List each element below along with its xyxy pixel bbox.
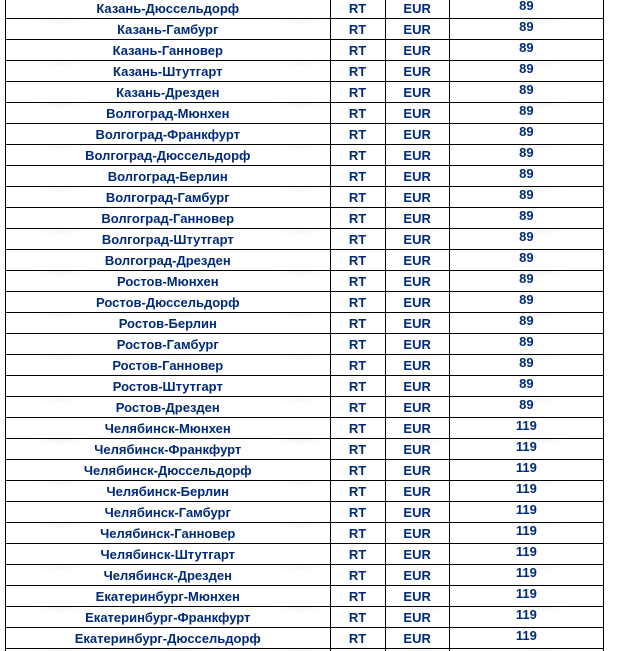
currency-text: EUR bbox=[403, 630, 431, 646]
price-text: 89 bbox=[519, 271, 534, 286]
fare-type-text: RT bbox=[348, 210, 367, 226]
price-cell bbox=[449, 460, 603, 481]
table-row bbox=[6, 229, 604, 250]
price-text: 89 bbox=[519, 103, 534, 118]
route-text: Казань-Гамбург bbox=[117, 21, 219, 37]
fare-type-text: RT bbox=[348, 189, 367, 205]
currency-text: EUR bbox=[403, 399, 431, 415]
table-row bbox=[6, 250, 604, 271]
route-text: Челябинск-Мюнхен bbox=[104, 420, 231, 436]
fare-type-cell bbox=[330, 502, 385, 523]
table-row bbox=[6, 208, 604, 229]
price-cell bbox=[449, 565, 603, 586]
fare-type-text: RT bbox=[348, 546, 367, 562]
price-text: 89 bbox=[519, 124, 534, 139]
route-cell bbox=[6, 313, 331, 334]
route-text: Екатеринбург-Мюнхен bbox=[95, 588, 240, 604]
route-text: Ростов-Дюссельдорф bbox=[96, 294, 240, 310]
price-cell bbox=[449, 187, 603, 208]
table-row bbox=[6, 145, 604, 166]
fare-type-cell bbox=[330, 103, 385, 124]
route-text: Челябинск-Штутгарт bbox=[100, 546, 235, 562]
route-cell bbox=[6, 565, 331, 586]
table-row bbox=[6, 334, 604, 355]
table-row bbox=[6, 481, 604, 502]
currency-cell bbox=[385, 586, 449, 607]
price-cell bbox=[449, 166, 603, 187]
fare-type-text: RT bbox=[348, 399, 367, 415]
currency-text: EUR bbox=[403, 567, 431, 583]
currency-cell bbox=[385, 166, 449, 187]
currency-text: EUR bbox=[403, 588, 431, 604]
currency-cell bbox=[385, 82, 449, 103]
price-cell bbox=[449, 586, 603, 607]
route-text: Волгоград-Штутгарт bbox=[101, 231, 234, 247]
route-cell bbox=[6, 250, 331, 271]
route-cell bbox=[6, 103, 331, 124]
fare-type-cell bbox=[330, 0, 385, 19]
route-text: Волгоград-Ганновер bbox=[101, 210, 235, 226]
currency-cell bbox=[385, 208, 449, 229]
route-text: Казань-Ганновер bbox=[112, 42, 223, 58]
fares-table-body bbox=[6, 0, 604, 651]
route-text: Волгоград-Франкфурт bbox=[95, 126, 240, 142]
currency-text: EUR bbox=[403, 609, 431, 625]
route-text: Казань-Дрезден bbox=[116, 84, 220, 100]
price-text: 119 bbox=[515, 502, 537, 517]
fare-type-text: RT bbox=[348, 357, 367, 373]
table-row bbox=[6, 586, 604, 607]
route-cell bbox=[6, 187, 331, 208]
fare-type-cell bbox=[330, 229, 385, 250]
fare-type-cell bbox=[330, 61, 385, 82]
fare-type-cell bbox=[330, 19, 385, 40]
route-cell bbox=[6, 628, 331, 649]
currency-text: EUR bbox=[403, 252, 431, 268]
price-cell bbox=[449, 418, 603, 439]
fare-type-cell bbox=[330, 355, 385, 376]
price-text: 89 bbox=[519, 208, 534, 223]
table-row bbox=[6, 628, 604, 649]
route-cell bbox=[6, 376, 331, 397]
currency-cell bbox=[385, 523, 449, 544]
price-cell bbox=[449, 271, 603, 292]
price-text: 119 bbox=[515, 586, 537, 601]
currency-text: EUR bbox=[403, 105, 431, 121]
route-cell bbox=[6, 208, 331, 229]
currency-cell bbox=[385, 313, 449, 334]
price-text: 89 bbox=[519, 0, 534, 13]
fare-type-cell bbox=[330, 418, 385, 439]
price-text: 89 bbox=[519, 355, 534, 370]
currency-cell bbox=[385, 250, 449, 271]
price-text: 119 bbox=[515, 418, 537, 433]
fare-type-cell bbox=[330, 166, 385, 187]
fare-type-cell bbox=[330, 145, 385, 166]
fare-type-cell bbox=[330, 124, 385, 145]
table-row bbox=[6, 166, 604, 187]
price-text: 89 bbox=[519, 313, 534, 328]
currency-text: EUR bbox=[403, 420, 431, 436]
table-row bbox=[6, 460, 604, 481]
price-text: 89 bbox=[519, 61, 534, 76]
currency-cell bbox=[385, 0, 449, 19]
currency-cell bbox=[385, 544, 449, 565]
currency-cell bbox=[385, 502, 449, 523]
price-text: 89 bbox=[519, 40, 534, 55]
currency-cell bbox=[385, 19, 449, 40]
currency-cell bbox=[385, 460, 449, 481]
route-text: Ростов-Гамбург bbox=[116, 336, 219, 352]
price-text: 89 bbox=[519, 334, 534, 349]
price-cell bbox=[449, 607, 603, 628]
fare-type-cell bbox=[330, 208, 385, 229]
currency-cell bbox=[385, 40, 449, 61]
route-text: Челябинск-Ганновер bbox=[100, 525, 236, 541]
price-text: 89 bbox=[519, 145, 534, 160]
table-row bbox=[6, 61, 604, 82]
route-text: Казань-Штутгарт bbox=[113, 63, 223, 79]
price-text: 89 bbox=[519, 166, 534, 181]
price-text: 89 bbox=[519, 19, 534, 34]
currency-text: EUR bbox=[403, 126, 431, 142]
fare-type-text: RT bbox=[348, 273, 367, 289]
price-text: 119 bbox=[515, 439, 537, 454]
route-text: Ростов-Штутгарт bbox=[112, 378, 223, 394]
fare-type-cell bbox=[330, 628, 385, 649]
table-row bbox=[6, 544, 604, 565]
fare-type-text: RT bbox=[348, 294, 367, 310]
currency-cell bbox=[385, 292, 449, 313]
price-text: 89 bbox=[519, 82, 534, 97]
route-cell bbox=[6, 481, 331, 502]
fare-type-cell bbox=[330, 334, 385, 355]
fare-type-text: RT bbox=[348, 336, 367, 352]
fare-type-cell bbox=[330, 586, 385, 607]
route-cell bbox=[6, 82, 331, 103]
fare-type-text: RT bbox=[348, 504, 367, 520]
table-row bbox=[6, 523, 604, 544]
currency-text: EUR bbox=[403, 294, 431, 310]
price-text: 119 bbox=[515, 544, 537, 559]
currency-cell bbox=[385, 61, 449, 82]
route-cell bbox=[6, 439, 331, 460]
route-text: Челябинск-Берлин bbox=[106, 483, 229, 499]
currency-cell bbox=[385, 607, 449, 628]
price-cell bbox=[449, 124, 603, 145]
route-cell bbox=[6, 355, 331, 376]
price-cell bbox=[449, 628, 603, 649]
currency-cell bbox=[385, 565, 449, 586]
route-cell bbox=[6, 418, 331, 439]
fare-type-text: RT bbox=[348, 441, 367, 457]
price-cell bbox=[449, 439, 603, 460]
fare-type-text: RT bbox=[348, 21, 367, 37]
fare-type-cell bbox=[330, 271, 385, 292]
price-cell bbox=[449, 40, 603, 61]
route-cell bbox=[6, 229, 331, 250]
currency-cell bbox=[385, 439, 449, 460]
fare-type-text: RT bbox=[348, 483, 367, 499]
route-text: Челябинск-Гамбург bbox=[104, 504, 231, 520]
currency-text: EUR bbox=[403, 210, 431, 226]
price-text: 89 bbox=[519, 187, 534, 202]
route-text: Волгоград-Берлин bbox=[107, 168, 228, 184]
route-text: Волгоград-Мюнхен bbox=[106, 105, 230, 121]
price-text: 89 bbox=[519, 250, 534, 265]
route-text: Волгоград-Гамбург bbox=[105, 189, 230, 205]
fare-type-text: RT bbox=[348, 105, 367, 121]
price-cell bbox=[449, 208, 603, 229]
fare-type-cell bbox=[330, 523, 385, 544]
currency-text: EUR bbox=[403, 462, 431, 478]
price-cell bbox=[449, 19, 603, 40]
price-cell bbox=[449, 145, 603, 166]
price-cell bbox=[449, 250, 603, 271]
currency-text: EUR bbox=[403, 168, 431, 184]
price-text: 89 bbox=[519, 397, 534, 412]
currency-text: EUR bbox=[403, 525, 431, 541]
route-text: Ростов-Дрезден bbox=[115, 399, 220, 415]
fare-type-text: RT bbox=[348, 0, 367, 16]
price-text: 119 bbox=[515, 628, 537, 643]
fare-type-text: RT bbox=[348, 42, 367, 58]
currency-text: EUR bbox=[403, 21, 431, 37]
route-cell bbox=[6, 334, 331, 355]
price-cell bbox=[449, 502, 603, 523]
fare-type-cell bbox=[330, 460, 385, 481]
price-text: 119 bbox=[515, 460, 537, 475]
table-row bbox=[6, 271, 604, 292]
currency-cell bbox=[385, 418, 449, 439]
route-text: Екатеринбург-Франкфурт bbox=[85, 609, 251, 625]
table-row bbox=[6, 82, 604, 103]
fare-type-text: RT bbox=[348, 252, 367, 268]
route-cell bbox=[6, 460, 331, 481]
currency-text: EUR bbox=[403, 189, 431, 205]
route-cell bbox=[6, 502, 331, 523]
fare-type-cell bbox=[330, 82, 385, 103]
table-row bbox=[6, 376, 604, 397]
fare-type-cell bbox=[330, 376, 385, 397]
fare-type-text: RT bbox=[348, 609, 367, 625]
table-row bbox=[6, 40, 604, 61]
route-cell bbox=[6, 523, 331, 544]
fare-type-text: RT bbox=[348, 462, 367, 478]
table-row bbox=[6, 418, 604, 439]
currency-text: EUR bbox=[403, 42, 431, 58]
currency-cell bbox=[385, 229, 449, 250]
fare-type-cell bbox=[330, 40, 385, 61]
price-cell bbox=[449, 103, 603, 124]
price-cell bbox=[449, 61, 603, 82]
currency-text: EUR bbox=[403, 315, 431, 331]
currency-cell bbox=[385, 355, 449, 376]
price-text: 119 bbox=[515, 565, 537, 580]
table-row bbox=[6, 103, 604, 124]
fare-type-text: RT bbox=[348, 588, 367, 604]
fare-type-text: RT bbox=[348, 231, 367, 247]
price-cell bbox=[449, 481, 603, 502]
table-row bbox=[6, 313, 604, 334]
route-cell bbox=[6, 166, 331, 187]
currency-text: EUR bbox=[403, 546, 431, 562]
currency-text: EUR bbox=[403, 273, 431, 289]
fare-type-cell bbox=[330, 250, 385, 271]
fare-type-text: RT bbox=[348, 168, 367, 184]
price-text: 89 bbox=[519, 229, 534, 244]
route-text: Волгоград-Дрезден bbox=[104, 252, 231, 268]
route-text: Волгоград-Дюссельдорф bbox=[85, 147, 251, 163]
fare-type-text: RT bbox=[348, 378, 367, 394]
table-row bbox=[6, 355, 604, 376]
price-cell bbox=[449, 544, 603, 565]
route-cell bbox=[6, 0, 331, 19]
currency-cell bbox=[385, 397, 449, 418]
price-cell bbox=[449, 334, 603, 355]
currency-text: EUR bbox=[403, 336, 431, 352]
price-cell bbox=[449, 82, 603, 103]
currency-cell bbox=[385, 124, 449, 145]
currency-cell bbox=[385, 376, 449, 397]
price-cell bbox=[449, 0, 603, 19]
price-cell bbox=[449, 313, 603, 334]
price-text: 89 bbox=[519, 376, 534, 391]
price-cell bbox=[449, 397, 603, 418]
table-row bbox=[6, 397, 604, 418]
fare-type-text: RT bbox=[348, 525, 367, 541]
fare-type-text: RT bbox=[348, 630, 367, 646]
currency-cell bbox=[385, 271, 449, 292]
price-cell bbox=[449, 523, 603, 544]
table-row bbox=[6, 439, 604, 460]
fare-type-cell bbox=[330, 607, 385, 628]
route-cell bbox=[6, 19, 331, 40]
fare-type-cell bbox=[330, 187, 385, 208]
currency-cell bbox=[385, 481, 449, 502]
currency-text: EUR bbox=[403, 483, 431, 499]
route-text: Челябинск-Дюссельдорф bbox=[83, 462, 252, 478]
fare-type-cell bbox=[330, 544, 385, 565]
route-cell bbox=[6, 544, 331, 565]
route-cell bbox=[6, 271, 331, 292]
fare-type-cell bbox=[330, 439, 385, 460]
currency-cell bbox=[385, 334, 449, 355]
table-row bbox=[6, 607, 604, 628]
fare-type-text: RT bbox=[348, 147, 367, 163]
table-row bbox=[6, 292, 604, 313]
currency-text: EUR bbox=[403, 63, 431, 79]
currency-text: EUR bbox=[403, 147, 431, 163]
price-cell bbox=[449, 229, 603, 250]
currency-cell bbox=[385, 187, 449, 208]
route-text: Челябинск-Франкфурт bbox=[94, 441, 242, 457]
price-text: 119 bbox=[515, 481, 537, 496]
table-row bbox=[6, 19, 604, 40]
currency-cell bbox=[385, 145, 449, 166]
currency-text: EUR bbox=[403, 378, 431, 394]
price-cell bbox=[449, 355, 603, 376]
currency-cell bbox=[385, 103, 449, 124]
price-text: 119 bbox=[515, 523, 537, 538]
route-cell bbox=[6, 607, 331, 628]
route-text: Ростов-Мюнхен bbox=[116, 273, 219, 289]
fare-type-cell bbox=[330, 397, 385, 418]
currency-text: EUR bbox=[403, 84, 431, 100]
route-cell bbox=[6, 124, 331, 145]
route-text: Казань-Дюссельдорф bbox=[96, 0, 240, 16]
route-text: Екатеринбург-Дюссельдорф bbox=[74, 630, 261, 646]
route-text: Челябинск-Дрезден bbox=[103, 567, 232, 583]
fare-type-text: RT bbox=[348, 126, 367, 142]
currency-text: EUR bbox=[403, 0, 431, 16]
fare-type-text: RT bbox=[348, 315, 367, 331]
table-row bbox=[6, 565, 604, 586]
currency-text: EUR bbox=[403, 231, 431, 247]
route-cell bbox=[6, 292, 331, 313]
fare-type-cell bbox=[330, 481, 385, 502]
price-cell bbox=[449, 376, 603, 397]
currency-cell bbox=[385, 628, 449, 649]
price-cell bbox=[449, 292, 603, 313]
route-cell bbox=[6, 145, 331, 166]
fare-type-text: RT bbox=[348, 567, 367, 583]
price-text: 89 bbox=[519, 292, 534, 307]
table-row bbox=[6, 187, 604, 208]
fare-type-cell bbox=[330, 292, 385, 313]
table-row bbox=[6, 0, 604, 19]
fare-type-cell bbox=[330, 313, 385, 334]
route-cell bbox=[6, 397, 331, 418]
currency-text: EUR bbox=[403, 504, 431, 520]
price-text: 119 bbox=[515, 607, 537, 622]
fare-type-text: RT bbox=[348, 63, 367, 79]
table-row bbox=[6, 502, 604, 523]
fare-type-text: RT bbox=[348, 84, 367, 100]
route-text: Ростов-Берлин bbox=[118, 315, 217, 331]
fare-type-text: RT bbox=[348, 420, 367, 436]
route-cell bbox=[6, 61, 331, 82]
table-row bbox=[6, 124, 604, 145]
currency-text: EUR bbox=[403, 441, 431, 457]
route-text: Ростов-Ганновер bbox=[112, 357, 224, 373]
currency-text: EUR bbox=[403, 357, 431, 373]
fare-type-cell bbox=[330, 565, 385, 586]
route-cell bbox=[6, 586, 331, 607]
fares-table bbox=[5, 0, 604, 651]
route-cell bbox=[6, 40, 331, 61]
